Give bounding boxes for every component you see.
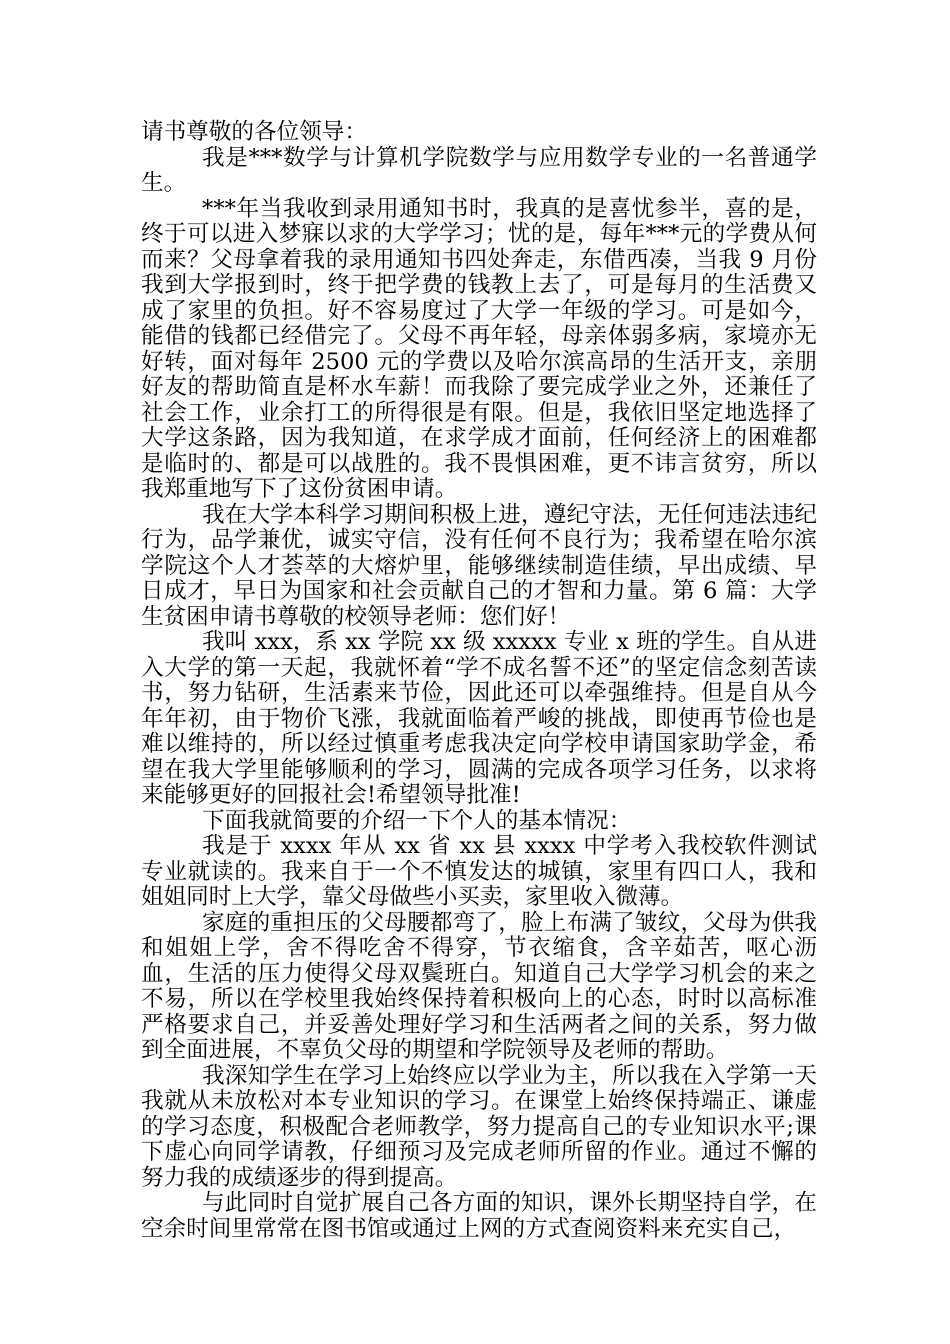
paragraph: 下面我就简要的介绍一下个人的基本情况： [202, 807, 632, 834]
paragraph: ***年当我收到录用通知书时，我真的是喜忧参半，喜的是，终于可以进入梦寐以求的大学学习；忧的是，每年***元的学费从何而来？父母拿着我的录用通知书四处奔走，东借西凑，当我 9 月份我到大学报到时，终于把学费的钱教上去了，可是每月的生活费又成了家里的负担。好不容易度过了大学一年级的学习。可是如今，能借的钱都已经借完了。父母不再年轻，母亲体弱多病，家境亦无好转，面对每年 2500 元的学费以及哈尔滨高昂的生活开支，亲朋好友的帮助简直是杯水车薪！而我除了要完成学业之外，还兼任了社会工作，业余打工的所得很是有限。但是，我依旧坚定地选择了大学这条路，因为我知道，在求学成才面前，任何经济上的困难都是临时的、都是可以战胜的。我不畏惧困难，更不讳言贫穷，所以我郑重地写下了这份贫困申请。 [141, 195, 817, 502]
paragraph: 我深知学生在学习上始终应以学业为主，所以我在入学第一天我就从未放松对本专业知识的学习。在课堂上始终保持端正、谦虚的学习态度，积极配合老师教学，努力提高自己的专业知识水平;课下虚心向同学请教，仔细预习及完成老师所留的作业。通过不懈的努力我的成绩逐步的得到提高。 [141, 1062, 817, 1191]
paragraph: 与此同时自觉扩展自己各方面的知识，课外长期坚持自学，在空余时间里常常在图书馆或通过上网的方式查阅资料来充实自己， [141, 1190, 817, 1242]
paragraph: 我在大学本科学习期间积极上进，遵纪守法，无任何违法违纪行为，品学兼优，诚实守信，没有任何不良行为；我希望在哈尔滨学院这个人才荟萃的大熔炉里，能够继续制造佳绩，早出成绩、早日成才，早日为国家和社会贡献自己的才智和力量。第 6 篇：大学生贫困申请书尊敬的校领导老师：您们好！ [141, 501, 817, 630]
paragraph: 我是于 xxxx 年从 xx 省 xx 县 xxxx 中学考入我校软件测试专业就读的。我来自于一个不慎发达的城镇，家里有四口人，我和姐姐同时上大学，靠父母做些小买卖，家里收入微薄。 [141, 833, 817, 910]
document-body [141, 120, 817, 1242]
salutation: 请书尊敬的各位领导： [141, 119, 367, 145]
paragraph: 我是***数学与计算机学院数学与应用数学专业的一名普通学生。 [141, 144, 817, 196]
paragraph: 家庭的重担压的父母腰都弯了，脸上布满了皱纹，父母为供我和姐姐上学，舍不得吃舍不得穿，节衣缩食，含辛茹苦，呕心沥血，生活的压力使得父母双鬓班白。知道自己大学学习机会的来之不易，所以在学校里我始终保持着积极向上的心态，时时以高标准严格要求自己，并妥善处理好学习和生活两者之间的关系，努力做到全面进展，不辜负父母的期望和学院领导及老师的帮助。 [141, 909, 817, 1063]
paragraph: 我叫 xxx，系 xx 学院 xx 级 xxxxx 专业 x 班的学生。自从进入大学的第一天起，我就怀着“学不成名誓不还”的坚定信念刻苦读书，努力钻研，生活素来节俭，因此还可以牵强维持。但是自从今年年初，由于物价飞涨，我就面临着严峻的挑战，即使再节俭也是难以维持的，所以经过慎重考虑我决定向学校申请国家助学金，希望在我大学里能够顺利的学习，圆满的完成各项学习任务，以求将来能够更好的回报社会!希望领导批准! [141, 629, 817, 808]
